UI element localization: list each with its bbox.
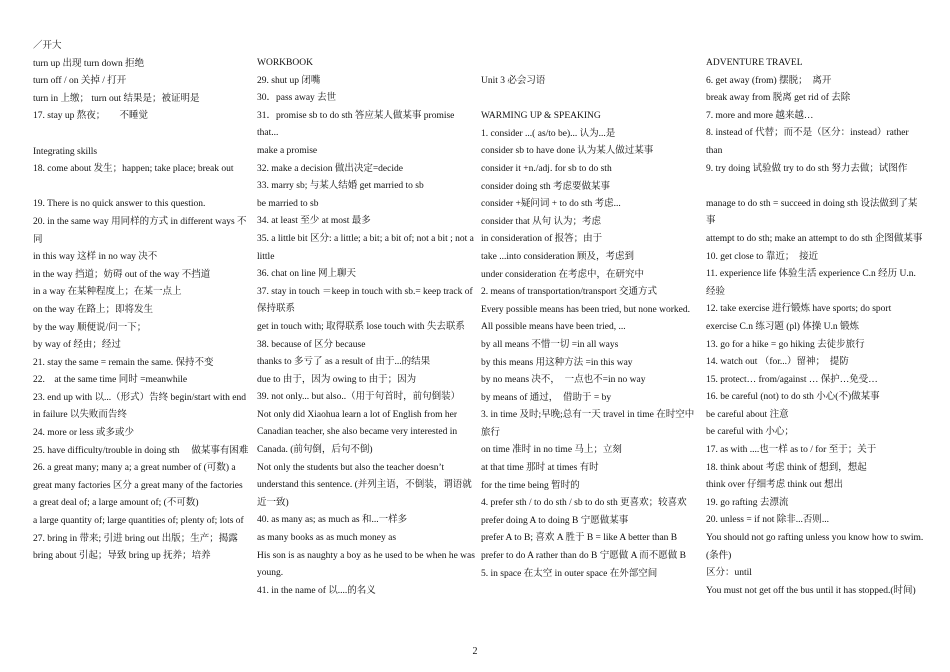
- text-line: by this means 用这种方法 =in this way: [481, 357, 633, 368]
- text-line: 17. as with ....也一样 as to / for 至于；关于: [706, 445, 877, 456]
- text-line: take ...into consideration 顾及，考虑到: [481, 251, 635, 262]
- text-line: 41. in the name of 以....的名义: [257, 585, 376, 596]
- column-2: [257, 55, 475, 600]
- text-line: 18. come about 发生；happen; take place; break out: [33, 164, 234, 175]
- text-line: 33. marry sb; 与某人结婚 get married to sb: [257, 181, 424, 192]
- text-line: 23. end up with 以...（形式）告终 begin/start with end in failure 以失败而告终: [33, 392, 246, 421]
- text-line: get in touch with; 取得联系 lose touch with 失去联系: [257, 321, 465, 332]
- text-line: [481, 91, 699, 109]
- text-line: 36. chat on line 网上聊天: [257, 269, 356, 280]
- column-3: [481, 73, 699, 583]
- text-line: 37. stay in touch ＝keep in touch with sb.= keep track of: [257, 286, 473, 297]
- text-line: 35. a little bit 区分: a little; a bit; a bit of; not a bit ; not a little: [257, 233, 474, 262]
- text-line: 11. experience life 体验生活 experience C.n 经历 U.n.经验: [706, 269, 916, 297]
- text-line: attempt to do sth; make an attempt to do sth 企图做某事: [706, 233, 923, 244]
- text-line: 区分：until: [706, 568, 752, 579]
- text-line: at that time 那时 at times 有时: [481, 463, 599, 474]
- text-line: [706, 178, 924, 196]
- text-line: bring about 引起；导致 bring up 抚养；培养: [33, 551, 211, 562]
- text-line: 39. not only... but also..（用于句首时，前句倒装）: [257, 392, 461, 403]
- text-line: 19. go rafting 去漂流: [706, 497, 789, 508]
- text-line: thanks to 多亏了 as a result of 由于...的结果: [257, 357, 431, 368]
- text-line: ／开大: [33, 41, 62, 51]
- text-line: 18. think about 考虑 think of 想到，想起: [706, 462, 867, 473]
- text-line: 19. There is no quick answer to this question.: [33, 199, 206, 210]
- text-line: a great deal of; a large amount of; (不可数): [33, 498, 199, 509]
- text-line: break away from 脱离 get rid of 去除: [706, 93, 851, 104]
- text-line: by no means 决不， 一点也不=in no way: [481, 375, 646, 386]
- column-4: [706, 55, 924, 600]
- text-line: 26. a great many; many a; a great number of (可数) a great many factories 区分 a great many of the factories: [33, 463, 243, 491]
- text-line: under consideration 在考虑中，在研究中: [481, 269, 645, 280]
- text-line: consider sb to have done 认为某人做过某事: [481, 146, 654, 157]
- text-line: prefer doing A to doing B 宁愿做某事: [481, 515, 629, 526]
- text-line: 17. stay up 熬夜； 不睡觉: [33, 111, 149, 122]
- text-line: ADVENTURE TRAVEL: [706, 58, 803, 68]
- text-line: in the way 挡道；妨碍 out of the way 不挡道: [33, 269, 211, 280]
- text-line: 24. more or less 或多或少: [33, 428, 135, 439]
- text-line: 21. stay the same = remain the same. 保持不变: [33, 357, 214, 368]
- text-line: 20. unless = if not 除非...否则...: [706, 515, 830, 526]
- text-line: 7. more and more 越来越…: [706, 110, 814, 121]
- text-line: turn in 上缴； turn out 结果是；被证明是: [33, 93, 200, 104]
- text-line: Every possible means has been tried, but none worked.: [481, 304, 690, 315]
- text-line: in this way 这样 in no way 决不: [33, 252, 158, 263]
- text-line: in consideration of 报答；由于: [481, 234, 603, 245]
- text-line: His son is as naughty a boy as he used to be when he was young.: [257, 550, 475, 579]
- text-line: Unit 3 必会习语: [481, 76, 546, 86]
- text-line: 25. have difficulty/trouble in doing sth 做某事有困难: [33, 445, 249, 456]
- text-line: by the way 顺便说/问一下；: [33, 322, 147, 333]
- text-line: be careful about 注意: [706, 409, 789, 420]
- text-line: 22. at the same time 同时 =meanwhile: [33, 375, 188, 386]
- text-line: consider +疑问词 + to do sth 考虑...: [481, 199, 621, 210]
- text-line: 12. take exercise 进行锻炼 have sports; do sport exercise C.n 练习题 (pl) 体操 U.n 锻炼: [706, 304, 892, 332]
- text-line: 30．pass away 去世: [257, 93, 337, 104]
- text-line: in a way 在某种程度上；在某一点上: [33, 287, 182, 298]
- text-line: 29. shut up 闭嘴: [257, 75, 321, 86]
- text-line: be married to sb: [257, 198, 319, 209]
- text-line: 保持联系: [257, 304, 296, 315]
- text-line: by all means 不惜一切 =in all ways: [481, 339, 619, 350]
- text-line: WORKBOOK: [257, 58, 313, 68]
- text-line: think over 仔细考虑 think out 想出: [706, 480, 843, 491]
- text-line: prefer A to B; 喜欢 A 胜于 B = like A better than B: [481, 533, 678, 544]
- text-line: 8. instead of 代替；而不是（区分：instead）rather than: [706, 128, 909, 156]
- text-line: 1. consider ...( as/to be)... 认为...是: [481, 128, 616, 139]
- text-line: All possible means have been tried, ...: [481, 322, 626, 333]
- text-line: 10. get close to 靠近； 接近: [706, 251, 819, 262]
- column-1: [33, 38, 251, 566]
- text-line: 14. watch out （for...）留神； 提防: [706, 357, 849, 368]
- text-line: 16. be careful (not) to do sth 小心(不)做某事: [706, 392, 880, 403]
- text-line: make a promise: [257, 145, 318, 156]
- text-line: 40. as many as; as much as 和...一样多: [257, 515, 408, 526]
- text-line: by way of 经由；经过: [33, 340, 121, 351]
- text-line: consider that 从句 认为；考虑: [481, 216, 602, 227]
- text-line: by means of 通过， 借助于 = by: [481, 392, 612, 403]
- text-line: Integrating skills: [33, 146, 98, 157]
- text-line: 15. protect… from/against … 保护…免受…: [706, 374, 878, 385]
- text-line: on the way 在路上；即将发生: [33, 304, 154, 315]
- text-line: WARMING UP & SPEAKING: [481, 111, 601, 122]
- page-number: 2: [472, 646, 478, 657]
- text-line: consider it +n./adj. for sb to do sth: [481, 163, 612, 174]
- text-line: You must not get off the bus until it has stopped.(时间): [706, 585, 916, 596]
- text-line: 13. go for a hike = go hiking 去徒步旅行: [706, 339, 865, 350]
- text-line: 6. get away (from) 摆脱； 离开: [706, 75, 832, 86]
- text-line: due to 由于，因为 owing to 由于；因为: [257, 374, 417, 385]
- text-line: as many books as as much money as: [257, 533, 397, 544]
- text-line: 4. prefer sth / to do sth / sb to do sth 更喜欢；较喜欢: [481, 498, 687, 509]
- text-line: Not only did Xiaohua learn a lot of English from her Canadian teacher, she also became very interested in Canada. (前句倒，后句不倒): [257, 409, 458, 456]
- text-line: a large quantity of; large quantities of; plenty of; lots of: [33, 516, 244, 527]
- text-line: 31．promise sb to do sth 答应某人做某事 promise that...: [257, 110, 455, 139]
- text-line: [33, 179, 251, 197]
- text-line: manage to do sth = succeed in doing sth 设法做到了某事: [706, 198, 918, 227]
- text-line: [33, 126, 251, 144]
- text-line: turn off / on 关掉 / 打开: [33, 76, 127, 87]
- text-line: consider doing sth 考虑要做某事: [481, 181, 611, 192]
- text-line: 27. bring in 带来; 引进 bring out 出版；生产；揭露: [33, 533, 238, 544]
- text-line: You should not go rafting unless you know how to swim.(条件): [706, 533, 924, 561]
- text-line: Not only the students but also the teacher doesn’t understand this sentence. (并列主语，不倒装，谓语就近一致): [257, 462, 472, 508]
- text-line: 20. in the same way 用同样的方式 in different ways 不同: [33, 216, 247, 245]
- text-line: 3. in time 及时;早晚;总有一天 travel in time 在时空中旅行: [481, 410, 695, 438]
- text-line: prefer to do A rather than do B 宁愿做 A 而不愿做 B: [481, 551, 687, 562]
- text-line: on time 准时 in no time 马上；立刻: [481, 445, 622, 456]
- text-line: 34. at least 至少 at most 最多: [257, 216, 371, 227]
- text-line: 2. means of transportation/transport 交通方式: [481, 287, 657, 298]
- text-line: 32. make a decision 做出决定=decide: [257, 163, 403, 174]
- text-line: for the time being 暂时的: [481, 480, 580, 491]
- text-line: be careful with 小心；: [706, 427, 794, 438]
- text-line: 9. try doing 试验做 try to do sth 努力去做；试图作: [706, 163, 908, 174]
- text-line: 5. in space 在太空 in outer space 在外部空间: [481, 568, 658, 579]
- text-line: turn up 出现 turn down 拒绝: [33, 58, 145, 69]
- text-line: 38. because of 区分 because: [257, 339, 366, 350]
